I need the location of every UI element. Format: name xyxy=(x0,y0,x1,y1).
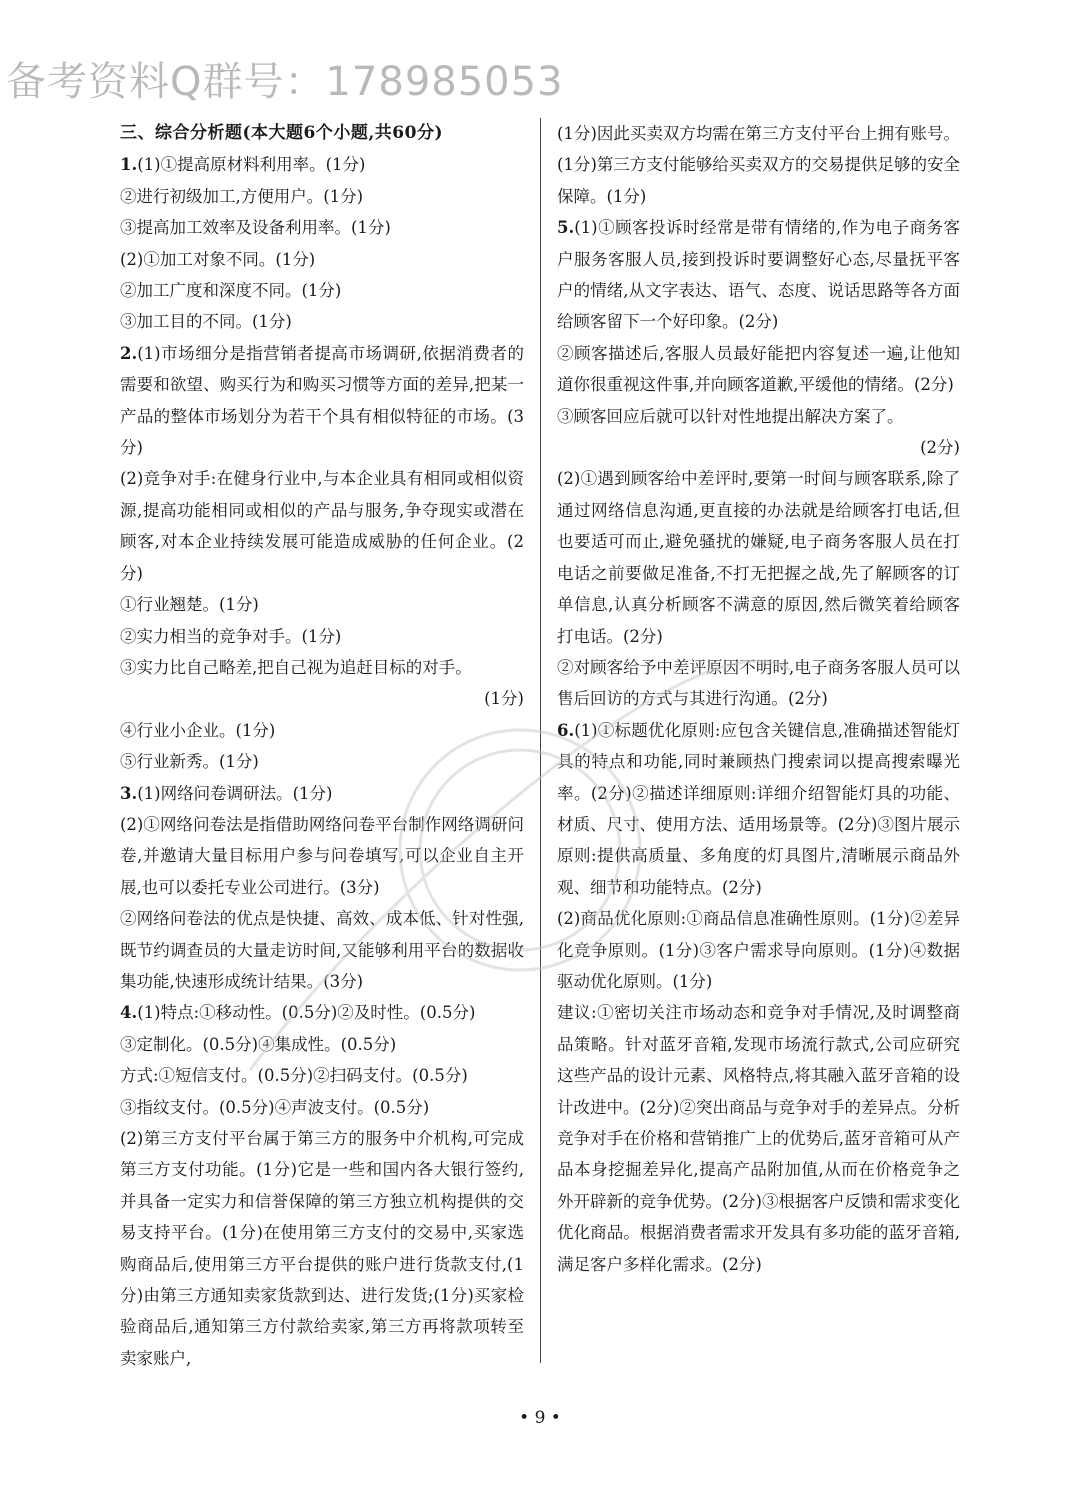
answer-line: 建议:①密切关注市场动态和竞争对手情况,及时调整商品策略。针对蓝牙音箱,发现市场流行款式,公司应研究这些产品的设计元素、风格特点,将其融入蓝牙音箱的设计改进中。(2分)②突出商品与竞争对手的差异点。分析竞争对手在价格和营销推广上的优势后,蓝牙音箱可从产品本身挖掘差异化,提高产品附加值,从而在价格竞争之外开辟新的竞争优势。(2分)③根据客户反馈和需求变化优化商品。根据消费者需求开发具有多功能的蓝牙音箱,满足客户多样化需求。(2分) xyxy=(557,1003,960,1274)
answer-text: (1)①顾客投诉时经常是带有情绪的,作为电子商务客户服务客服人员,接到投诉时要调整好心态,尽量抚平客户的情绪,从文字表达、语气、态度、说话思路等各方面给顾客留下一个好印象。(2分) xyxy=(557,218,960,332)
answer-line: ③实力比自己略差,把自己视为追赶目标的对手。 xyxy=(120,657,472,677)
question-answer xyxy=(120,338,524,464)
question-answer xyxy=(120,997,524,1028)
answer-line: ③顾客回应后就可以针对性地提出解决方案了。 xyxy=(557,406,904,426)
question-answer xyxy=(557,715,960,903)
answer-text: (1)特点:①移动性。(0.5分)②及时性。(0.5分) xyxy=(137,1003,476,1023)
question-number: 2. xyxy=(120,343,138,363)
answer-line: ②加工广度和深度不同。(1分) xyxy=(120,281,342,301)
answer-line: (2)竞争对手:在健身行业中,与本企业具有相同或相似资源,提高功能相同或相似的产品与服务,争夺现实或潜在顾客,对本企业持续发展可能造成威胁的任何企业。(2分) xyxy=(120,469,524,583)
answer-text: (1)网络问卷调研法。(1分) xyxy=(137,783,333,803)
answer-line: (2)第三方支付平台属于第三方的服务中介机构,可完成第三方支付功能。(1分)它是一些和国内各大银行签约,并具备一定实力和信誉保障的第三方独立机构提供的交易支持平台。(1分)在使用第三方支付的交易中,买家选购商品后,使用第三方平台提供的账户进行货款支付,(1分)由第三方通知卖家货款到达、进行发货;(1分)买家检验商品后,通知第三方付款给卖家,第三方再将款项转至卖家账户, xyxy=(120,1129,524,1368)
answer-line: ②实力相当的竞争对手。(1分) xyxy=(120,626,342,646)
answer-line: ⑤行业新秀。(1分) xyxy=(120,752,259,772)
answer-line: 方式:①短信支付。(0.5分)②扫码支付。(0.5分) xyxy=(120,1066,468,1086)
answer-line: ④行业小企业。(1分) xyxy=(120,720,276,740)
column-divider xyxy=(540,118,541,1363)
answer-line: ②顾客描述后,客服人员最好能把内容复述一遍,让他知道你很重视这件事,并向顾客道歉,平缓他的情绪。(2分) xyxy=(557,343,960,395)
answer-line: ②对顾客给予中差评原因不明时,电子商务客服人员可以售后回访的方式与其进行沟通。(2分) xyxy=(557,657,960,709)
answer-line: ②进行初级加工,方便用户。(1分) xyxy=(120,186,364,206)
question-number: 4. xyxy=(120,1003,138,1023)
answer-line: (2)商品优化原则:①商品信息准确性原则。(1分)②差异化竞争原则。(1分)③客户需求导向原则。(1分)④数据驱动优化原则。(1分) xyxy=(557,909,960,991)
answer-line: (1分)因此买卖双方均需在第三方支付平台上拥有账号。(1分)第三方支付能够给买卖双方的交易提供足够的安全保障。(1分) xyxy=(557,124,960,206)
question-number: 3. xyxy=(120,783,138,803)
answer-line: (2)①加工对象不同。(1分) xyxy=(120,249,316,269)
answer-text: (1)①标题优化原则:应包含关键信息,准确描述智能灯具的特点和功能,同时兼顾热门搜索词以提高搜索曝光率。(2分)②描述详细原则:详细介绍智能灯具的功能、材质、尺寸、使用方法、适用场景等。(2分)③图片展示原则:提供高质量、多角度的灯具图片,清晰展示商品外观、细节和功能特点。(2分) xyxy=(557,720,960,897)
answer-text: (1)①提高原材料利用率。(1分) xyxy=(137,155,366,175)
watermark-text: 备考资料Q群号：178985053 xyxy=(6,59,564,105)
answer-line: ③定制化。(0.5分)④集成性。(0.5分) xyxy=(120,1034,397,1054)
answer-text: (1)市场细分是指营销者提高市场调研,依据消费者的需要和欲望、购买行为和购买习惯等方面的差异,把某一产品的整体市场划分为若干个具有相似特征的市场。(3分) xyxy=(120,343,524,458)
answer-line: ③提高加工效率及设备利用率。(1分) xyxy=(120,218,391,238)
answer-line: ②网络问卷法的优点是快捷、高效、成本低、针对性强,既节约调查员的大量走访时间,又能够利用平台的数据收集功能,快速形成统计结果。(3分) xyxy=(120,909,524,991)
left-column xyxy=(120,118,524,1374)
answer-line: ③指纹支付。(0.5分)④声波支付。(0.5分) xyxy=(120,1097,430,1117)
section-heading: 三、综合分析题(本大题6个小题,共60分) xyxy=(120,123,443,143)
question-answer xyxy=(120,778,524,809)
page-number: • 9 • xyxy=(519,1408,561,1428)
question-number: 1. xyxy=(120,155,138,175)
answer-line: (2)①遇到顾客给中差评时,要第一时间与顾客联系,除了通过网络信息沟通,更直接的办法就是给顾客打电话,但也要适可而止,避免骚扰的嫌疑,电子商务客服人员在打电话之前要做足准备,不打无把握之战,先了解顾客的订单信息,认真分析顾客不满意的原因,然后微笑着给顾客打电话。(2分) xyxy=(557,469,960,646)
question-number: 6. xyxy=(557,720,575,740)
answer-line: ③加工目的不同。(1分) xyxy=(120,312,292,332)
score-note: (2分) xyxy=(920,438,960,458)
answer-line: ①行业翘楚。(1分) xyxy=(120,595,259,615)
question-answer xyxy=(120,149,524,180)
question-answer xyxy=(557,212,960,338)
question-number: 5. xyxy=(557,218,575,238)
answer-line: (2)①网络问卷法是指借助网络问卷平台制作网络调研问卷,并邀请大量目标用户参与问卷填写,可以企业自主开展,也可以委托专业公司进行。(3分) xyxy=(120,814,524,897)
score-note: (1分) xyxy=(484,689,524,709)
right-column xyxy=(557,118,960,1280)
